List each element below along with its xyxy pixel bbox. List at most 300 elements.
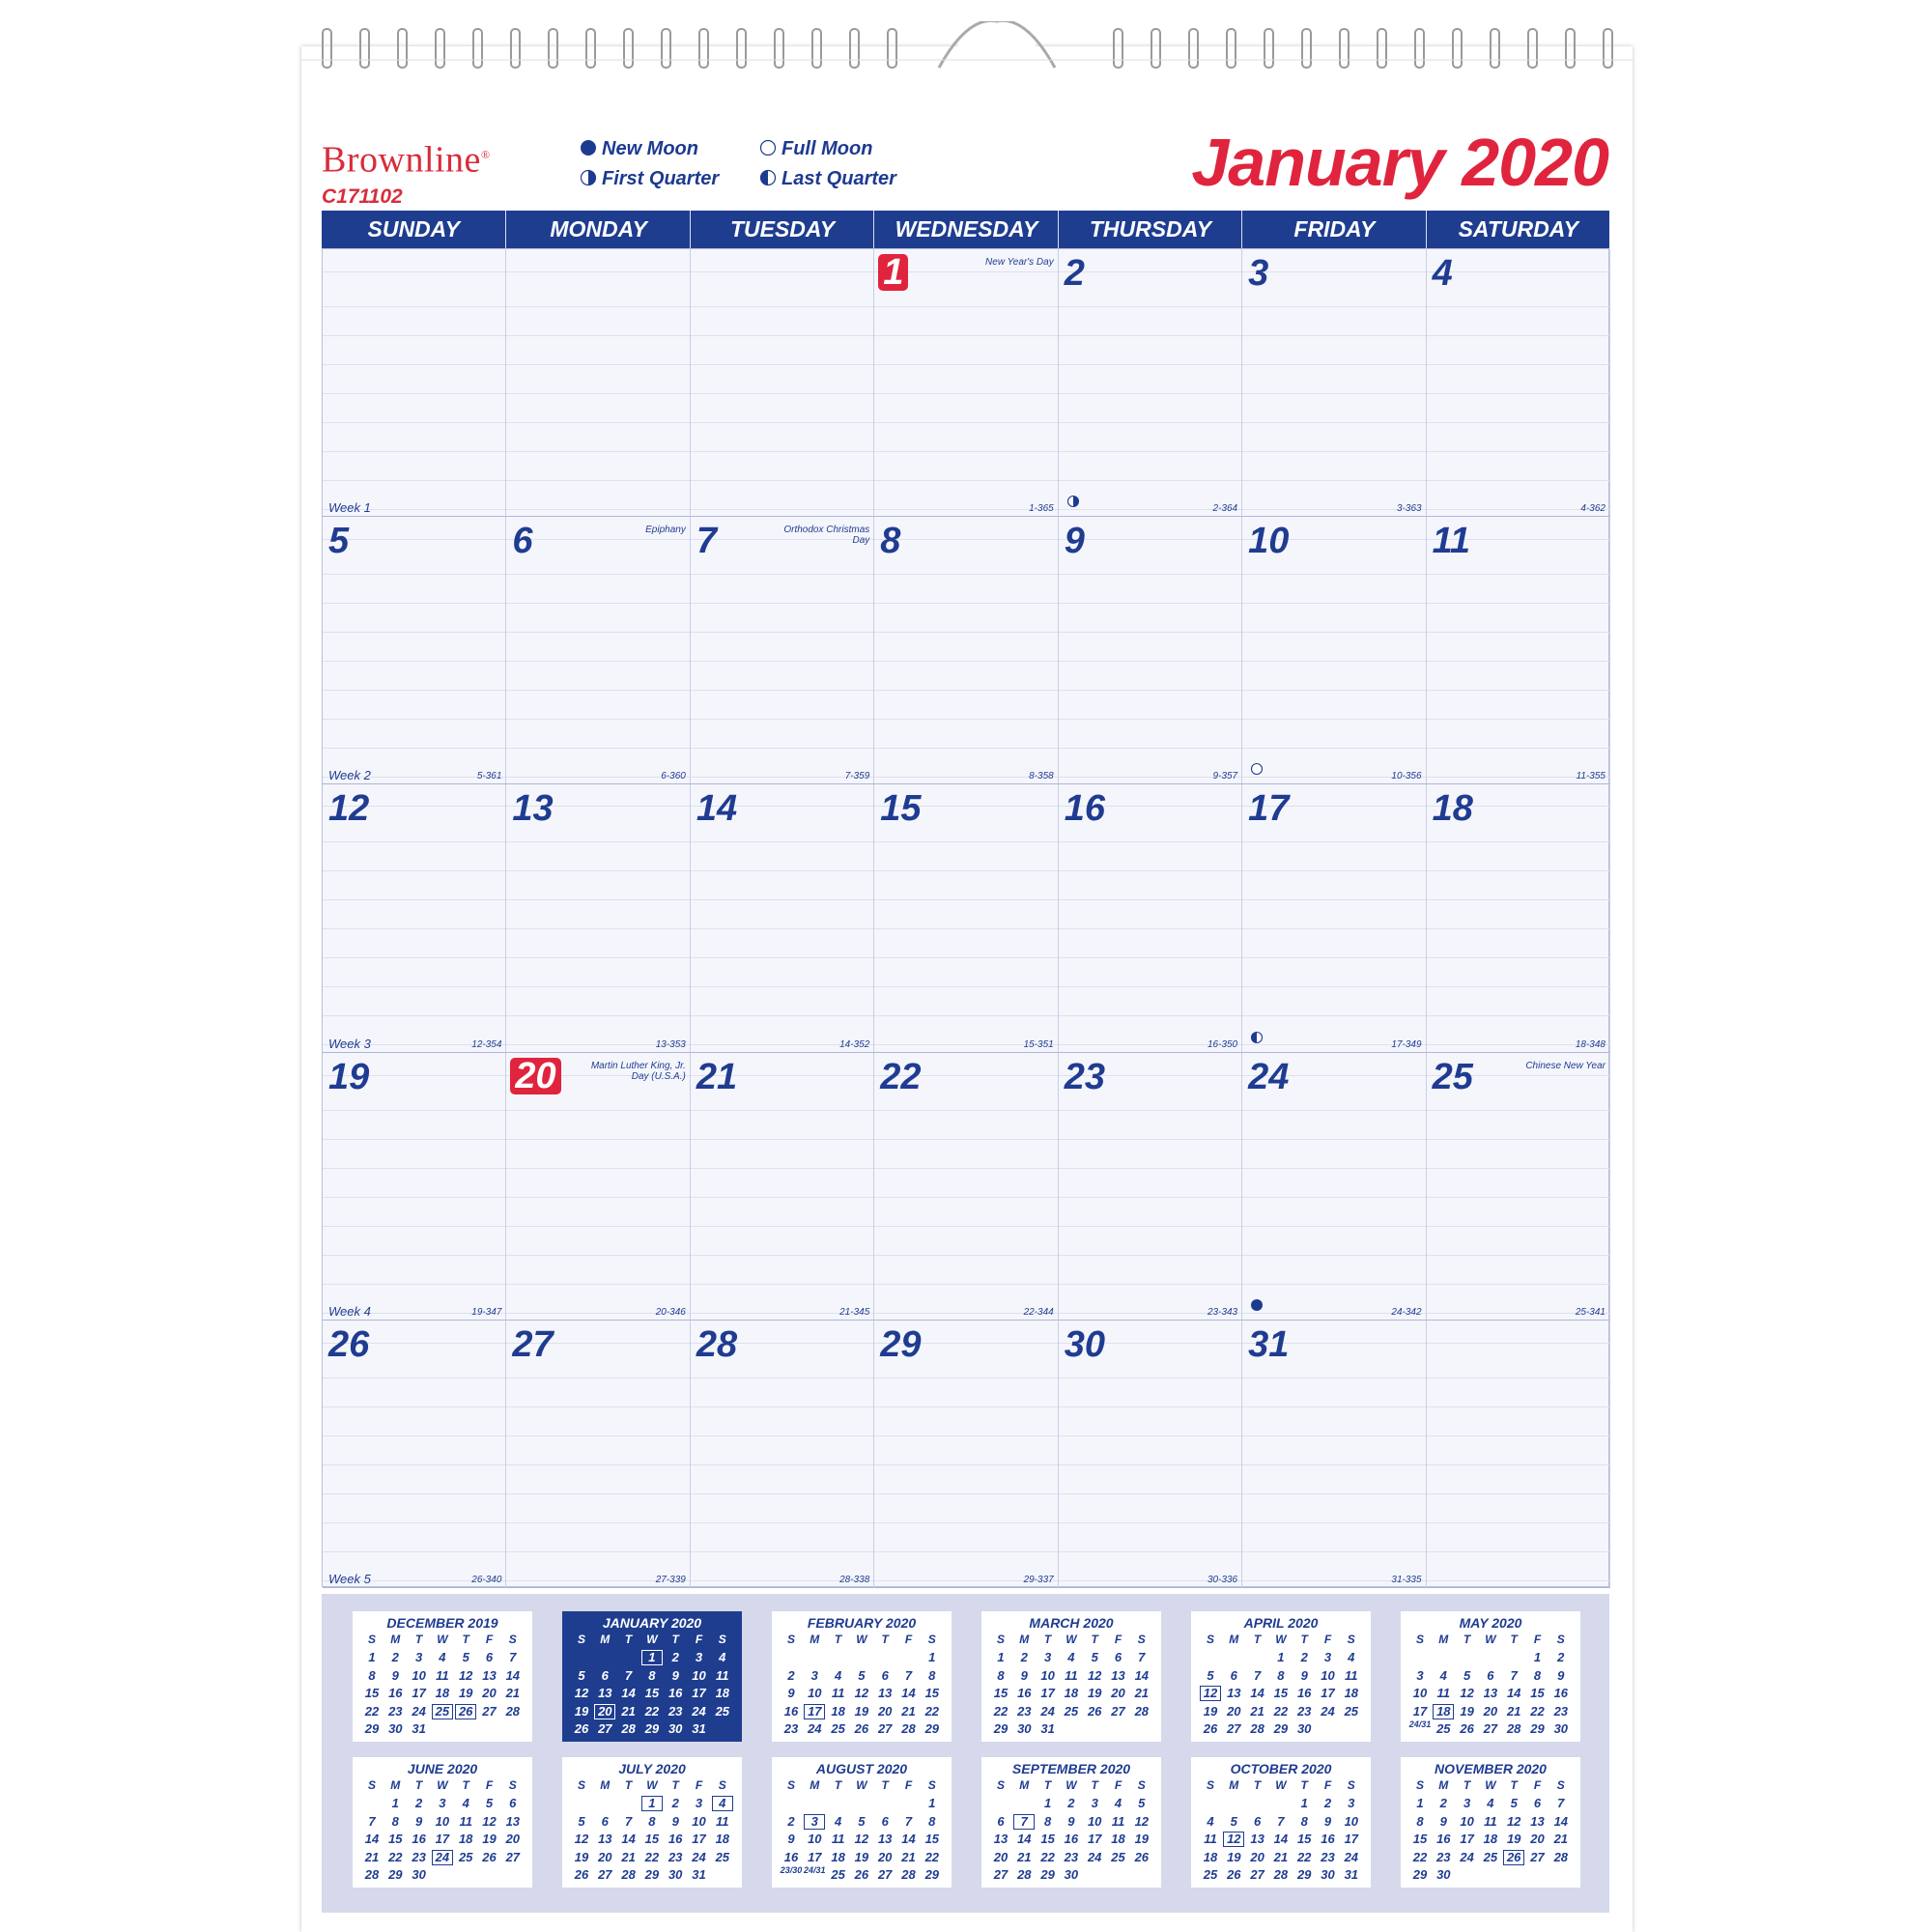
- mini-day: 23: [412, 1849, 426, 1864]
- mini-calendar-week: [570, 1849, 734, 1866]
- day-cell[interactable]: [1059, 784, 1242, 1052]
- mini-day: 14: [1506, 1686, 1521, 1700]
- day-number: 21: [696, 1056, 738, 1097]
- mini-calendar: [1401, 1611, 1580, 1742]
- day-of-year: 17-349: [1391, 1038, 1422, 1050]
- mini-day: 16: [412, 1832, 426, 1846]
- mini-day: 5: [1463, 1667, 1471, 1683]
- day-cell[interactable]: [874, 1053, 1058, 1321]
- mini-day: 11: [1111, 1813, 1125, 1829]
- day-number: 1: [878, 254, 908, 291]
- weekday-header: [322, 211, 1609, 248]
- legend-new-moon: New Moon: [580, 138, 698, 160]
- day-number: 8: [880, 521, 901, 562]
- day-cell[interactable]: [874, 1321, 1058, 1588]
- mini-weekday: S: [996, 1778, 1005, 1792]
- mini-calendar-week: [780, 1866, 944, 1884]
- day-number: 23: [1064, 1056, 1105, 1097]
- week-label: Week 5: [328, 1571, 371, 1586]
- day-cell[interactable]: [1059, 1321, 1242, 1588]
- mini-day: 29: [1530, 1721, 1545, 1736]
- mini-day: 12: [1199, 1685, 1222, 1702]
- mini-day: 5: [858, 1813, 866, 1829]
- mini-calendar-week: [360, 1667, 525, 1685]
- mini-day: 7: [904, 1813, 913, 1829]
- mini-day: 26: [854, 1867, 869, 1882]
- mini-day: 26: [1203, 1721, 1218, 1736]
- mini-day: 21: [901, 1703, 916, 1719]
- mini-calendar-title: SEPTEMBER 2020: [1011, 1761, 1131, 1776]
- day-cell[interactable]: [1427, 1053, 1610, 1321]
- mini-day: 30: [1017, 1721, 1032, 1736]
- moon-phase-marker: [1250, 762, 1264, 781]
- day-number: 3: [1248, 253, 1269, 294]
- day-number: 5: [328, 521, 350, 562]
- legend-first-quarter: First Quarter: [580, 168, 719, 190]
- mini-day: 29: [1412, 1867, 1428, 1882]
- day-cell[interactable]: [1242, 1321, 1426, 1588]
- empty-day-cell[interactable]: [1427, 1321, 1610, 1588]
- mini-day: 4: [439, 1650, 446, 1664]
- mini-day: 18: [1432, 1703, 1455, 1720]
- first-quarter-moon-icon: [1066, 495, 1080, 508]
- mini-day: 19: [1134, 1832, 1150, 1846]
- mini-day: 11: [436, 1667, 449, 1683]
- mini-calendar-weekdays: [989, 1631, 1153, 1648]
- day-cell[interactable]: [1427, 784, 1610, 1052]
- product-code: C171102: [322, 185, 403, 208]
- day-of-year: 14-352: [839, 1038, 870, 1050]
- first-quarter-moon-icon: [580, 169, 597, 186]
- mini-day: 10: [692, 1813, 706, 1829]
- mini-day: 21: [1273, 1849, 1289, 1864]
- mini-day: 24: [1087, 1849, 1102, 1864]
- empty-day-cell[interactable]: [323, 249, 506, 517]
- day-number: 7: [696, 521, 717, 562]
- mini-calendar-week: [360, 1720, 525, 1738]
- mini-calendar-week: [780, 1703, 944, 1720]
- mini-day: 14: [505, 1667, 521, 1683]
- mini-day: 9: [671, 1813, 679, 1829]
- day-number: 30: [1064, 1323, 1105, 1365]
- mini-day: 10: [1040, 1667, 1055, 1683]
- mini-day: 31: [1040, 1721, 1055, 1736]
- mini-day: 26: [854, 1721, 869, 1736]
- mini-calendar-week: [360, 1795, 525, 1812]
- day-cell[interactable]: [506, 1053, 690, 1321]
- day-cell[interactable]: [874, 249, 1058, 517]
- mini-day: 1: [1300, 1796, 1308, 1810]
- day-number: 13: [512, 788, 554, 830]
- mini-day: 15: [924, 1832, 940, 1846]
- mini-day: 27: [598, 1867, 612, 1882]
- day-number: 12: [328, 788, 370, 830]
- day-number: 18: [1432, 788, 1473, 830]
- day-cell[interactable]: [323, 1321, 506, 1588]
- mini-calendar-title: JULY 2020: [618, 1761, 686, 1776]
- day-of-year: 8-358: [1029, 771, 1054, 782]
- mini-weekday: T: [671, 1633, 679, 1646]
- mini-day: 20: [1250, 1849, 1264, 1864]
- mini-day: 26: [454, 1703, 477, 1720]
- mini-day: 10: [1087, 1813, 1102, 1829]
- mini-day: 25: [1203, 1867, 1218, 1882]
- mini-day: 18: [1111, 1832, 1125, 1846]
- mini-calendar-week: [1199, 1813, 1363, 1831]
- mini-calendar-week: [1199, 1667, 1363, 1685]
- day-cell[interactable]: [1059, 1053, 1242, 1321]
- mini-day: 6: [997, 1813, 1005, 1829]
- day-cell[interactable]: [691, 517, 874, 784]
- day-cell[interactable]: [691, 1321, 874, 1588]
- mini-weekday: S: [786, 1633, 795, 1646]
- mini-day: 8: [648, 1813, 656, 1829]
- mini-day: 26: [574, 1867, 589, 1882]
- mini-day: 26: [574, 1721, 589, 1736]
- day-number: 15: [880, 788, 922, 830]
- day-of-year: 23-343: [1207, 1306, 1238, 1318]
- mini-calendar-weekdays: [1199, 1776, 1363, 1794]
- mini-day: 27: [877, 1867, 893, 1882]
- day-cell[interactable]: [1242, 1053, 1426, 1321]
- mini-calendar-week: [1199, 1720, 1363, 1738]
- mini-day: 28: [505, 1703, 521, 1719]
- mini-day: 16: [1321, 1832, 1335, 1846]
- mini-day: 27: [505, 1849, 521, 1864]
- mini-day: 13: [877, 1686, 893, 1700]
- mini-weekday: W: [1275, 1778, 1287, 1792]
- day-number: 17: [1248, 788, 1290, 830]
- mini-day: 25: [831, 1721, 845, 1736]
- day-cell[interactable]: [323, 1053, 506, 1321]
- mini-day: 27: [993, 1867, 1009, 1882]
- mini-weekday: F: [1114, 1778, 1122, 1792]
- day-of-year: 16-350: [1207, 1038, 1238, 1050]
- mini-weekday: S: [1415, 1633, 1424, 1646]
- mini-day: 12: [854, 1686, 869, 1700]
- mini-weekday: M: [1438, 1633, 1449, 1646]
- mini-day: 22: [1530, 1703, 1545, 1719]
- mini-calendar-week: [989, 1667, 1153, 1685]
- mini-day: 21: [1506, 1703, 1521, 1719]
- mini-calendar: [981, 1757, 1161, 1888]
- mini-day: 21: [901, 1849, 916, 1864]
- mini-day: 9: [1067, 1813, 1075, 1829]
- mini-weekday: S: [577, 1778, 585, 1792]
- day-cell[interactable]: [874, 784, 1058, 1052]
- mini-day: 11: [1436, 1686, 1451, 1700]
- mini-weekday: W: [1485, 1778, 1496, 1792]
- mini-calendar-weekdays: [570, 1631, 734, 1648]
- mini-day: 24: [692, 1703, 706, 1719]
- mini-day: 8: [391, 1813, 399, 1829]
- mini-day: 10: [412, 1667, 426, 1683]
- mini-weekday: F: [695, 1778, 703, 1792]
- mini-day: 28: [901, 1721, 916, 1736]
- day-of-year: 30-336: [1207, 1574, 1238, 1585]
- mini-day: 23: [1436, 1849, 1451, 1864]
- mini-weekday: T: [414, 1633, 423, 1646]
- mini-day: 12: [1087, 1667, 1102, 1683]
- day-of-year: 28-338: [839, 1574, 870, 1585]
- mini-day: 9: [787, 1686, 795, 1700]
- mini-day: 4: [1114, 1796, 1122, 1810]
- day-cell[interactable]: [691, 1053, 874, 1321]
- mini-day: 18: [831, 1849, 845, 1864]
- day-number: 26: [328, 1323, 370, 1365]
- mini-day: 28: [1553, 1849, 1569, 1864]
- mini-weekday: S: [1415, 1778, 1424, 1792]
- mini-day: 6: [1487, 1667, 1494, 1683]
- mini-day: 25: [1344, 1703, 1359, 1719]
- mini-calendar-week: [1199, 1795, 1363, 1812]
- mini-day: 11: [459, 1813, 472, 1829]
- mini-day: 18: [1203, 1849, 1218, 1864]
- mini-day: 22: [644, 1849, 660, 1864]
- mini-weekday: F: [904, 1633, 913, 1646]
- mini-day: 20: [1111, 1686, 1125, 1700]
- mini-weekday: M: [810, 1633, 820, 1646]
- mini-day: 15: [993, 1686, 1009, 1700]
- mini-calendar-week: [570, 1795, 734, 1812]
- mini-calendar-week: [570, 1649, 734, 1666]
- mini-calendar-week: [989, 1813, 1153, 1831]
- mini-day: 7: [1138, 1650, 1146, 1664]
- mini-day: 8: [1533, 1667, 1542, 1683]
- day-of-year: 3-363: [1396, 503, 1422, 515]
- mini-day: 30: [668, 1721, 683, 1736]
- mini-day: 13: [598, 1686, 612, 1700]
- mini-day: 3: [1463, 1796, 1471, 1810]
- day-cell[interactable]: [1059, 517, 1242, 784]
- mini-day: 3: [1043, 1650, 1052, 1664]
- mini-day: 8: [368, 1667, 376, 1683]
- mini-day: 27: [877, 1721, 893, 1736]
- mini-day: 4: [1439, 1667, 1447, 1683]
- mini-day: 6: [601, 1813, 609, 1829]
- day-cell[interactable]: [323, 517, 506, 784]
- mini-day: 3: [414, 1650, 423, 1664]
- day-cell[interactable]: [874, 517, 1058, 784]
- mini-calendar-weekdays: [1408, 1776, 1573, 1794]
- day-number: 24: [1248, 1056, 1290, 1097]
- mini-day: 28: [364, 1867, 380, 1882]
- mini-day: 25: [458, 1849, 473, 1864]
- mini-day: 8: [1043, 1813, 1052, 1829]
- mini-day: 9: [1439, 1813, 1447, 1829]
- mini-day: 22: [924, 1703, 940, 1719]
- mini-day: 2: [787, 1667, 795, 1683]
- mini-day: 26: [482, 1849, 497, 1864]
- mini-weekday: F: [1533, 1778, 1542, 1792]
- mini-weekday: T: [834, 1778, 842, 1792]
- mini-day: 19: [574, 1849, 589, 1864]
- mini-calendar-week: [780, 1831, 944, 1848]
- mini-calendar: [562, 1611, 742, 1742]
- mini-day: 22: [644, 1703, 660, 1719]
- day-cell[interactable]: [1242, 249, 1426, 517]
- mini-day: 29: [644, 1867, 660, 1882]
- mini-day: 17: [1412, 1703, 1428, 1719]
- day-cell[interactable]: [1242, 517, 1426, 784]
- mini-day: 22: [993, 1703, 1009, 1719]
- mini-day: 26: [1460, 1721, 1474, 1736]
- empty-day-cell[interactable]: [506, 249, 690, 517]
- mini-weekday: T: [1510, 1633, 1518, 1646]
- mini-day: 23: [668, 1849, 683, 1864]
- mini-day: 31: [692, 1867, 706, 1882]
- mini-day: 12: [854, 1832, 869, 1846]
- mini-calendar-weekdays: [570, 1776, 734, 1794]
- mini-weekday: S: [1206, 1633, 1214, 1646]
- mini-day: 1: [1416, 1796, 1424, 1810]
- mini-day: 2: [414, 1796, 423, 1810]
- mini-day: 3: [695, 1796, 703, 1810]
- mini-day: 15: [1040, 1832, 1055, 1846]
- mini-calendar-week: [570, 1667, 734, 1685]
- mini-day: 23: [1296, 1703, 1312, 1719]
- mini-day: 5: [1230, 1813, 1237, 1829]
- mini-calendar-week: [360, 1685, 525, 1702]
- mini-calendar: [981, 1611, 1161, 1742]
- mini-day: 13: [505, 1813, 521, 1829]
- weekday-saturday: SATURDAY: [1426, 211, 1610, 248]
- mini-day: 13: [1227, 1686, 1241, 1700]
- day-cell[interactable]: [506, 1321, 690, 1588]
- mini-weekday: S: [927, 1778, 936, 1792]
- mini-day: 7: [509, 1650, 517, 1664]
- mini-calendar-week: [989, 1849, 1153, 1866]
- mini-day: 9: [1323, 1813, 1332, 1829]
- mini-day: 28: [1134, 1703, 1150, 1719]
- mini-day: 18: [435, 1686, 450, 1700]
- mini-weekday: S: [508, 1778, 517, 1792]
- day-cell[interactable]: [323, 784, 506, 1052]
- mini-day: 10: [808, 1832, 822, 1846]
- day-cell[interactable]: [1427, 517, 1610, 784]
- mini-day: 15: [644, 1686, 660, 1700]
- mini-weekday: F: [1114, 1633, 1122, 1646]
- day-number: 31: [1248, 1323, 1290, 1365]
- mini-day: 22: [924, 1849, 940, 1864]
- mini-day: 18: [715, 1832, 730, 1846]
- mini-day: 2: [1557, 1650, 1565, 1664]
- day-cell[interactable]: [691, 784, 874, 1052]
- mini-day: 2: [671, 1796, 679, 1810]
- week-label: Week 3: [328, 1036, 371, 1051]
- mini-day: 18: [458, 1832, 473, 1846]
- day-of-year: 9-357: [1212, 771, 1238, 782]
- mini-day: 9: [1300, 1667, 1308, 1683]
- mini-day: 16: [388, 1686, 403, 1700]
- mini-day: 28: [1017, 1867, 1032, 1882]
- legend-last-quarter: Last Quarter: [759, 168, 896, 190]
- mini-weekday: T: [1043, 1778, 1052, 1792]
- mini-day: 23/30: [780, 1865, 803, 1875]
- mini-day: 15: [388, 1832, 403, 1846]
- mini-day: 14: [1134, 1667, 1150, 1683]
- mini-day: 5: [578, 1667, 585, 1683]
- mini-day: 23: [1064, 1849, 1079, 1864]
- mini-day: 14: [621, 1686, 636, 1700]
- mini-day: 6: [1230, 1667, 1237, 1683]
- mini-day: 9: [671, 1667, 679, 1683]
- empty-day-cell[interactable]: [691, 249, 874, 517]
- mini-calendar-week: [1199, 1849, 1363, 1866]
- day-of-year: 11-355: [1576, 771, 1605, 782]
- mini-day: 27: [1111, 1703, 1125, 1719]
- mini-day: 20: [1227, 1703, 1241, 1719]
- mini-day: 10: [808, 1686, 822, 1700]
- mini-weekday: T: [881, 1778, 889, 1792]
- mini-day: 14: [1273, 1832, 1289, 1846]
- mini-day: 23: [783, 1721, 799, 1736]
- mini-weekday: T: [462, 1633, 469, 1646]
- day-cell[interactable]: [506, 784, 690, 1052]
- mini-day: 21: [621, 1703, 636, 1719]
- mini-day: 12: [482, 1813, 497, 1829]
- mini-weekday: T: [1463, 1778, 1471, 1792]
- mini-weekday: W: [1485, 1633, 1496, 1646]
- mini-weekday: T: [1300, 1633, 1308, 1646]
- day-of-year: 21-345: [839, 1306, 870, 1318]
- day-cell[interactable]: [506, 517, 690, 784]
- mini-day: 7: [1012, 1813, 1036, 1831]
- mini-day: 4: [1067, 1650, 1075, 1664]
- day-cell[interactable]: [1242, 784, 1426, 1052]
- mini-day: 20: [598, 1849, 612, 1864]
- mini-calendar-week: [989, 1720, 1153, 1738]
- mini-day: 29: [388, 1867, 403, 1882]
- mini-day: 23: [668, 1703, 683, 1719]
- mini-day: 6: [601, 1667, 609, 1683]
- mini-calendar-weekdays: [360, 1631, 525, 1648]
- day-number: 14: [696, 788, 738, 830]
- mini-day: 8: [928, 1813, 936, 1829]
- mini-day: 25: [1436, 1721, 1451, 1736]
- day-number: 11: [1432, 521, 1471, 562]
- mini-weekday: M: [390, 1633, 401, 1646]
- weekday-monday: MONDAY: [505, 211, 690, 248]
- day-cell[interactable]: [1059, 249, 1242, 517]
- mini-day: 21: [364, 1849, 380, 1864]
- mini-calendar: [353, 1757, 532, 1888]
- mini-weekday: W: [437, 1778, 448, 1792]
- day-cell[interactable]: [1427, 249, 1610, 517]
- mini-day: 5: [1091, 1650, 1098, 1664]
- mini-day: 20: [482, 1686, 497, 1700]
- mini-weekday: T: [881, 1633, 889, 1646]
- mini-weekday: W: [856, 1633, 867, 1646]
- mini-day: 6: [1253, 1813, 1262, 1829]
- weekday-thursday: THURSDAY: [1058, 211, 1242, 248]
- holiday-label: Martin Luther King, Jr. Day (U.S.A.): [590, 1060, 686, 1082]
- mini-calendar-week: [570, 1720, 734, 1738]
- mini-day: 3: [803, 1813, 826, 1831]
- mini-day: 18: [1064, 1686, 1079, 1700]
- mini-calendar-week: [360, 1866, 525, 1884]
- mini-day: 2: [1067, 1796, 1075, 1810]
- mini-day: 4: [462, 1796, 469, 1810]
- mini-weekday: T: [462, 1778, 469, 1792]
- mini-day: 16: [1064, 1832, 1079, 1846]
- mini-calendar-week: [1408, 1703, 1573, 1720]
- mini-weekday: T: [671, 1778, 679, 1792]
- mini-calendar-week: [780, 1720, 944, 1738]
- mini-calendar-week: [570, 1831, 734, 1848]
- mini-day: 6: [1114, 1650, 1122, 1664]
- mini-weekday: T: [414, 1778, 423, 1792]
